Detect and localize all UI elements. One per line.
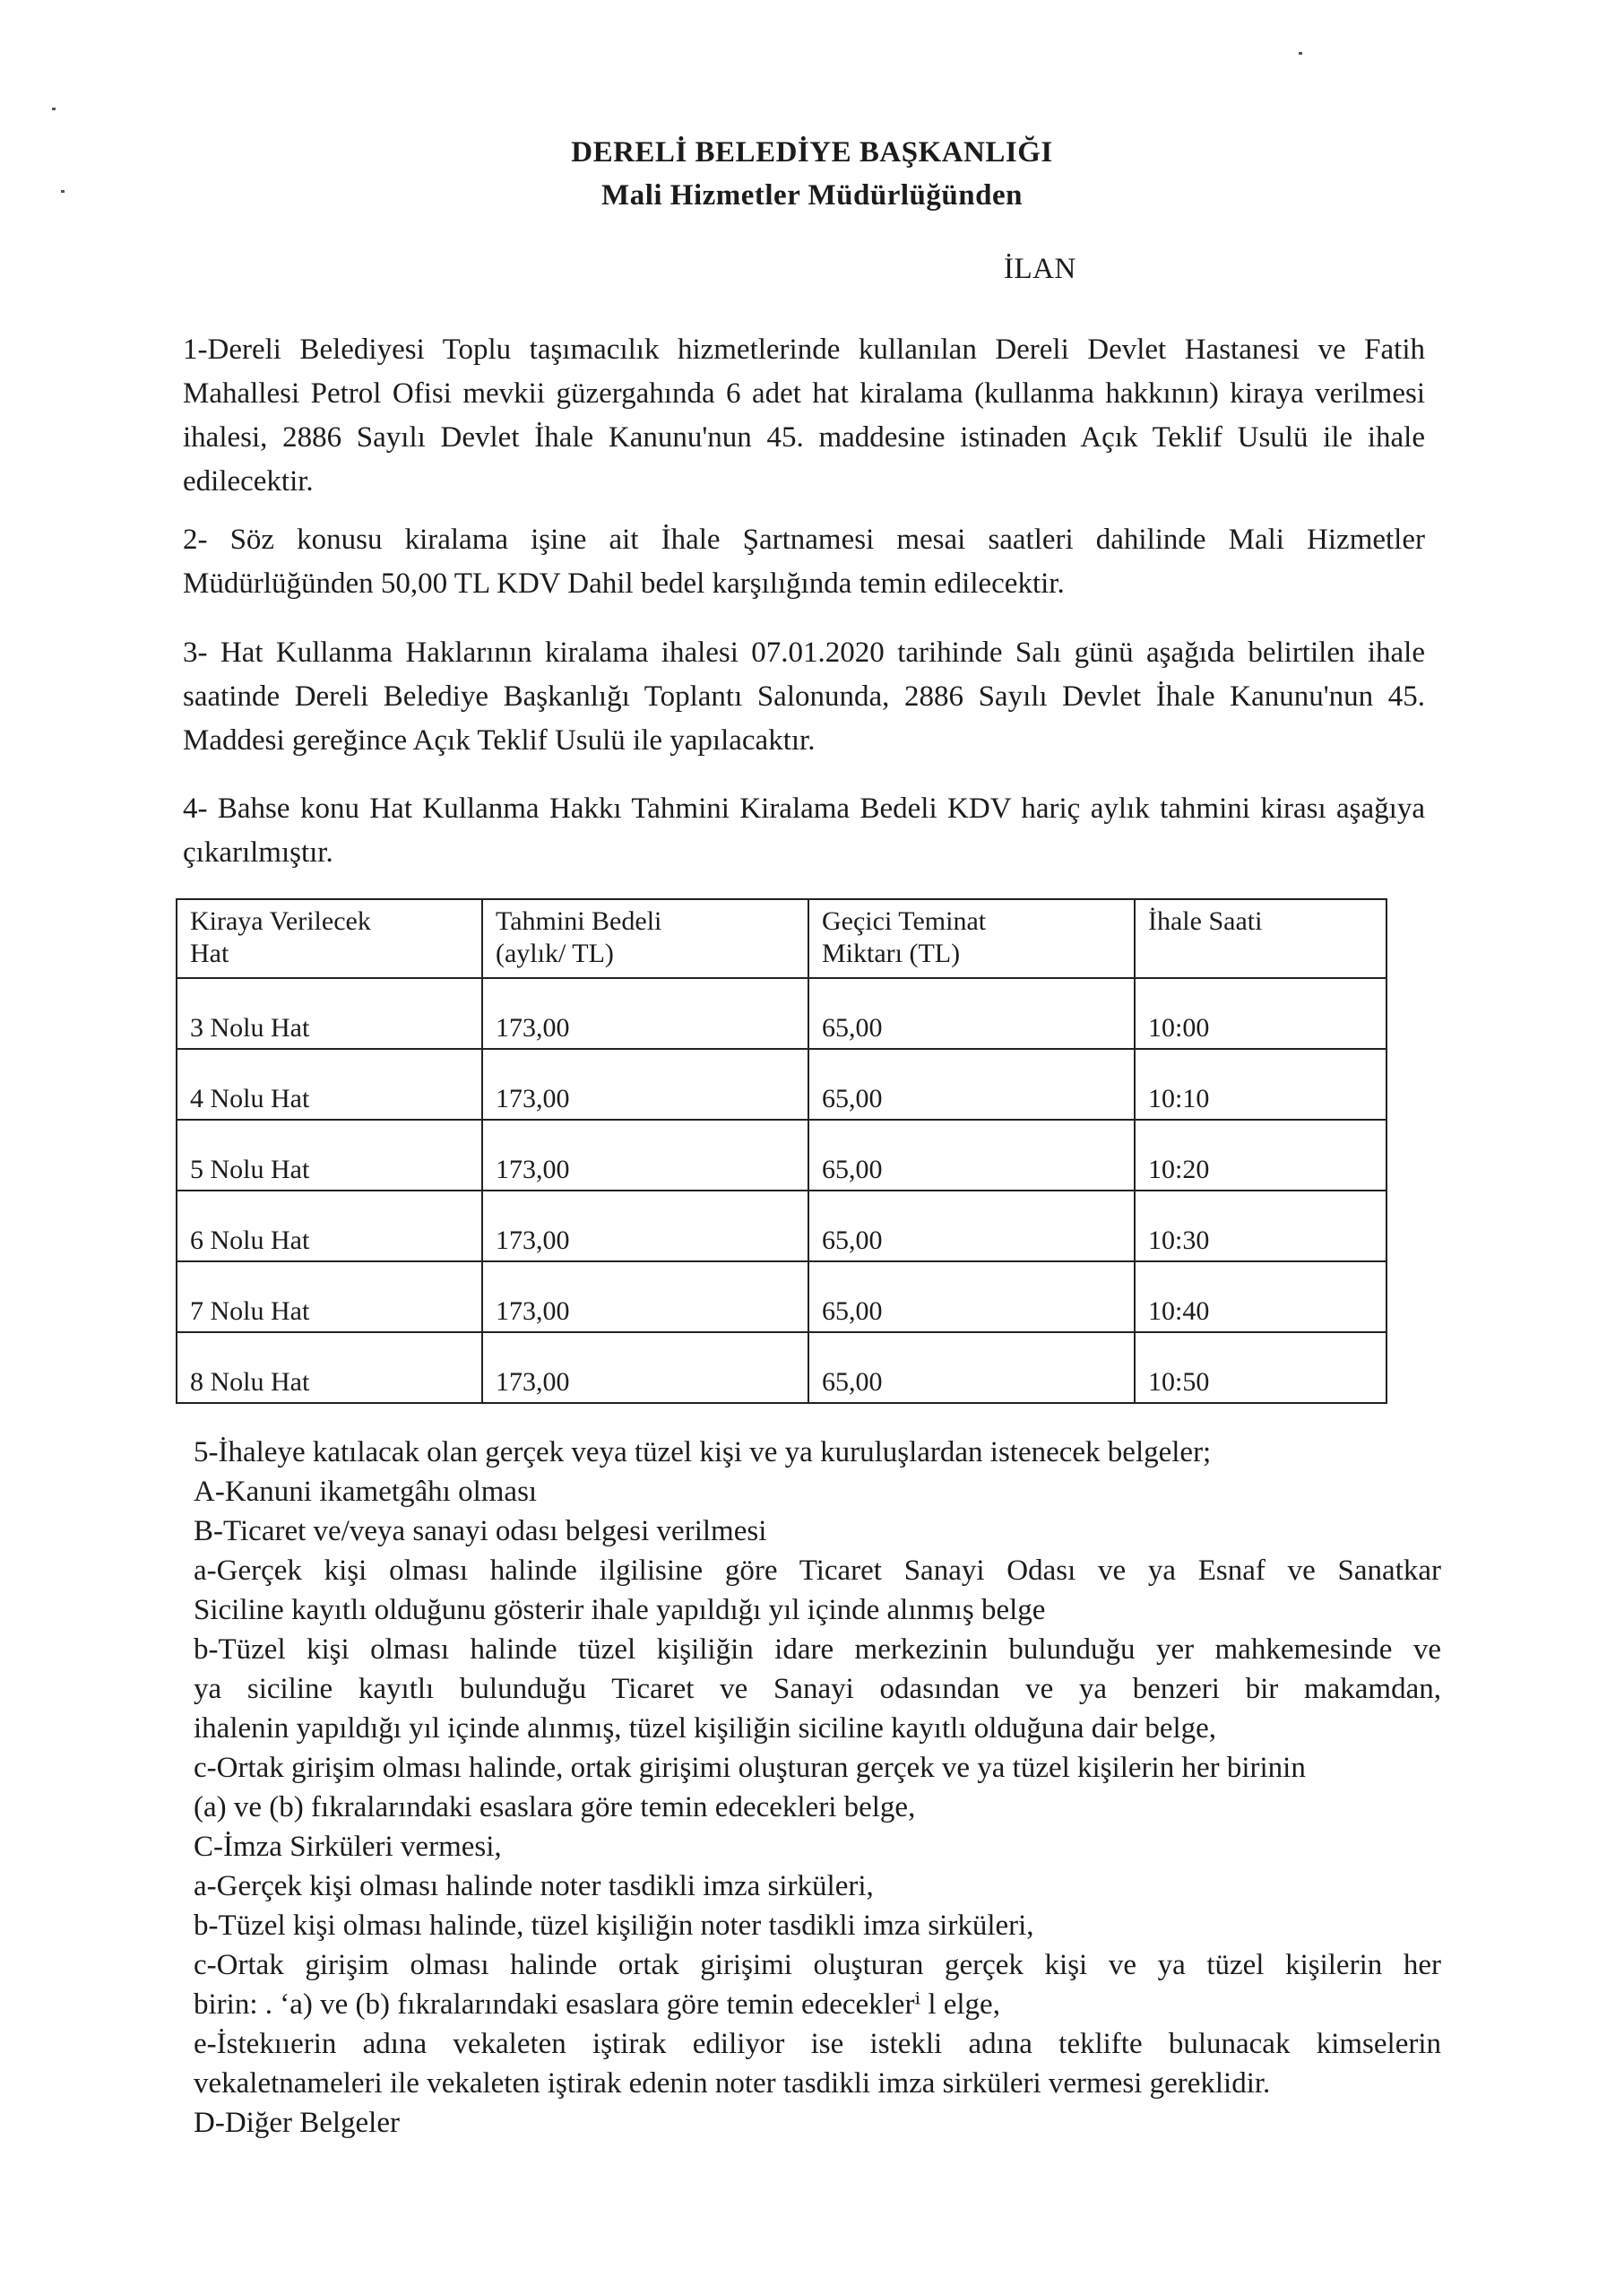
cell-estimated-price: 173,00 (482, 1261, 808, 1332)
cell-tender-time: 10:40 (1135, 1261, 1386, 1332)
table-row (177, 1332, 1386, 1403)
list-item: Siciline kayıtlı olduğunu gösterir ihale yapıldığı yıl içinde alınmış belge (194, 1594, 1046, 1626)
header-cell-temporary-guarantee: Geçici Teminat Miktarı (TL) (808, 899, 1135, 978)
list-item: ya siciline kayıtlı bulunduğu Ticaret ve Sanayi odasından ve ya benzeri bir makamdan, (194, 1673, 1441, 1705)
cell-tender-time: 10:30 (1135, 1191, 1386, 1261)
scan-speck (52, 108, 56, 110)
paragraph-2: 2- Söz konusu kiralama işine ait İhale Şartnamesi mesai saatleri dahilinde Mali Hizmetler Müdürlüğünden 50,00 TL KDV Dahil bedel karşılığında temin edilecektir. (183, 524, 1425, 600)
cell-temporary-guarantee: 65,00 (808, 1191, 1135, 1261)
table-header-row (177, 899, 1386, 978)
cell-line: 5 Nolu Hat (177, 1120, 482, 1191)
table-row (177, 978, 1386, 1049)
header-cell-estimated-price: Tahmini Bedeli (aylık/ TL) (482, 899, 808, 978)
cell-estimated-price: 173,00 (482, 978, 808, 1049)
cell-estimated-price: 173,00 (482, 1049, 808, 1120)
list-item: vekaletnameleri ile vekaleten iştirak edenin noter tasdikli imza sirküleri vermesi gereklidir. (194, 2067, 1271, 2100)
list-item: B-Ticaret ve/veya sanayi odası belgesi verilmesi (194, 1515, 767, 1547)
cell-line: 8 Nolu Hat (177, 1332, 482, 1403)
cell-estimated-price: 173,00 (482, 1191, 808, 1261)
list-item: C-İmza Sirküleri vermesi, (194, 1831, 502, 1863)
cell-estimated-price: 173,00 (482, 1332, 808, 1403)
table-row (177, 1261, 1386, 1332)
list-item: c-Ortak girişim olması halinde ortak girişimi oluşturan gerçek kişi ve ya tüzel kişilerin her (194, 1949, 1441, 1981)
list-item: 5-İhaleye katılacak olan gerçek veya tüzel kişi ve ya kuruluşlardan istenecek belgeler; (194, 1436, 1212, 1468)
list-item: b-Tüzel kişi olması halinde tüzel kişiliğin idare merkezinin bulunduğu yer mahkemesinde ve (194, 1633, 1441, 1666)
table-row (177, 1191, 1386, 1261)
list-item: D-Diğer Belgeler (194, 2107, 400, 2139)
list-item: A-Kanuni ikametgâhı olması (194, 1476, 538, 1508)
cell-line: 7 Nolu Hat (177, 1261, 482, 1332)
table-row (177, 1120, 1386, 1191)
paragraph-4: 4- Bahse konu Hat Kullanma Hakkı Tahmini Kiralama Bedeli KDV hariç aylık tahmini kirası aşağıya çıkarılmıştır. (183, 792, 1425, 869)
required-documents-list (194, 1433, 1441, 2143)
document-type-title: İLAN (1004, 253, 1076, 285)
list-item: ihalenin yapıldığı yıl içinde alınmış, tüzel kişiliğin siciline kayıtlı olduğuna dair belge, (194, 1712, 1217, 1745)
cell-line: 3 Nolu Hat (177, 978, 482, 1049)
cell-temporary-guarantee: 65,00 (808, 1120, 1135, 1191)
list-item: a-Gerçek kişi olması halinde ilgilisine göre Ticaret Sanayi Odası ve ya Esnaf ve Sanatkar (194, 1555, 1441, 1587)
cell-temporary-guarantee: 65,00 (808, 1332, 1135, 1403)
document-org-title: DERELİ BELEDİYE BAŞKANLIĞI (571, 136, 1053, 169)
cell-tender-time: 10:00 (1135, 978, 1386, 1049)
cell-tender-time: 10:10 (1135, 1049, 1386, 1120)
list-item: b-Tüzel kişi olması halinde, tüzel kişiliğin noter tasdikli imza sirküleri, (194, 1910, 1034, 1942)
cell-tender-time: 10:20 (1135, 1120, 1386, 1191)
cell-temporary-guarantee: 65,00 (808, 1261, 1135, 1332)
paragraph-1: 1-Dereli Belediyesi Toplu taşımacılık hizmetlerinde kullanılan Dereli Devlet Hastanesi ve Fatih Mahallesi Petrol Ofisi mevkii güzergahında 6 adet hat kiralama (kullanma hakkının) kiraya verilmesi ihalesi, 2886 Sayılı Devlet İhale Kanunu'nun 45. maddesine istinaden Açık Teklif Usulü ile ihale edilecektir. (183, 333, 1425, 498)
cell-line: 6 Nolu Hat (177, 1191, 482, 1261)
list-item: birin: . ‘a) ve (b) fıkralarındaki esaslara göre temin edeceklerⁱ l elge, (194, 1988, 1000, 2021)
list-item: a-Gerçek kişi olması halinde noter tasdikli imza sirküleri, (194, 1870, 874, 1902)
header-cell-tender-time: İhale Saati (1135, 899, 1386, 978)
cell-estimated-price: 173,00 (482, 1120, 808, 1191)
cell-temporary-guarantee: 65,00 (808, 978, 1135, 1049)
list-item: (a) ve (b) fıkralarındaki esaslara göre temin edecekleri belge, (194, 1791, 916, 1823)
cell-line: 4 Nolu Hat (177, 1049, 482, 1120)
list-item: c-Ortak girişim olması halinde, ortak girişimi oluşturan gerçek ve ya tüzel kişilerin her birinin (194, 1752, 1306, 1784)
header-cell-line: Kiraya Verilecek Hat (177, 899, 482, 978)
cell-temporary-guarantee: 65,00 (808, 1049, 1135, 1120)
table-row (177, 1049, 1386, 1120)
cell-tender-time: 10:50 (1135, 1332, 1386, 1403)
scan-speck (1299, 52, 1302, 55)
document-dept-title: Mali Hizmetler Müdürlüğünden (601, 179, 1023, 212)
paragraph-3: 3- Hat Kullanma Haklarının kiralama ihalesi 07.01.2020 tarihinde Salı günü aşağıda belirtilen ihale saatinde Dereli Belediye Başkanlığı Toplantı Salonunda, 2886 Sayılı Devlet İhale Kanunu'nun 45. Maddesi gereğince Açık Teklif Usulü ile yapılacaktır. (183, 637, 1425, 757)
line-rental-table (176, 898, 1387, 1404)
list-item: e-İstekııerin adına vekaleten iştirak ediliyor ise istekli adına teklifte bulunacak kimselerin (194, 2028, 1441, 2060)
